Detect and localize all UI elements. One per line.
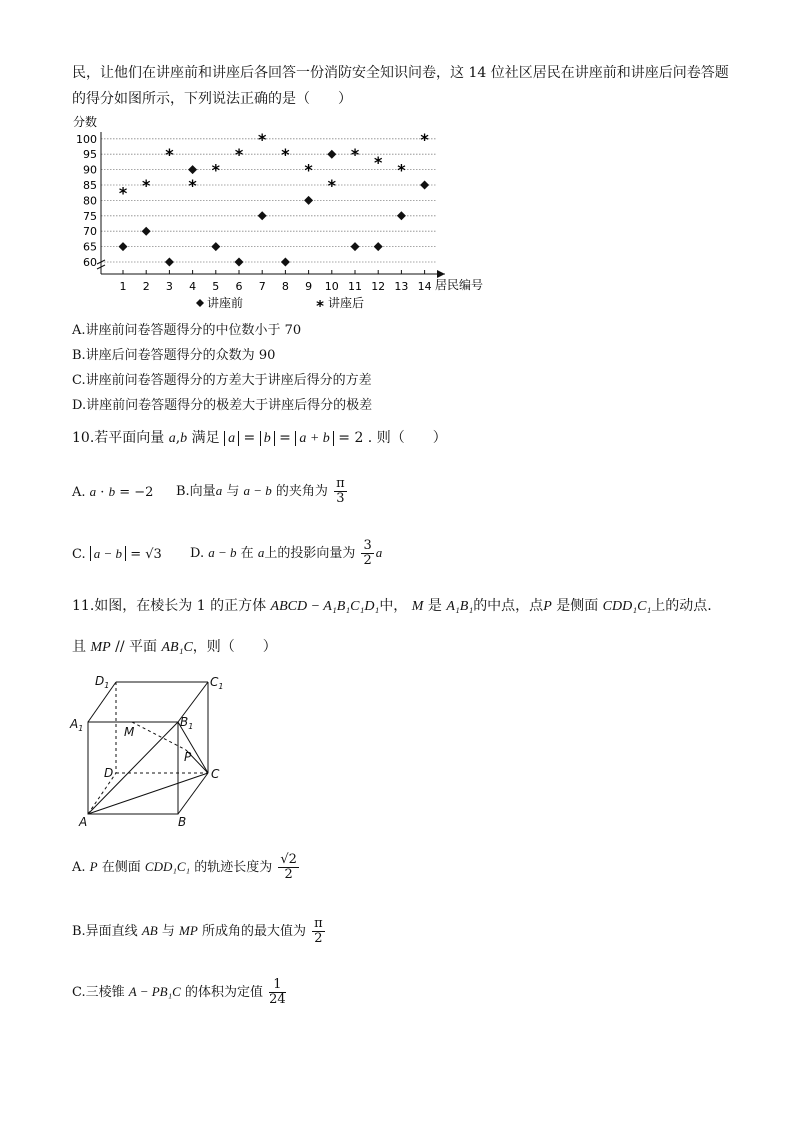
point-after-lecture: * bbox=[258, 129, 267, 149]
x-tick-label: 7 bbox=[258, 280, 266, 293]
svg-text:D1: $D_1$ bbox=[95, 674, 110, 690]
point-before-lecture bbox=[235, 258, 244, 267]
y-tick-label: 60 bbox=[83, 256, 97, 269]
point-before-lecture bbox=[165, 258, 174, 267]
x-tick-label: 4 bbox=[189, 280, 197, 293]
point-after-lecture: * bbox=[374, 152, 383, 172]
y-tick-label: 90 bbox=[83, 163, 97, 177]
x-tick-label: 12 bbox=[371, 280, 386, 293]
point-after-lecture: * bbox=[281, 145, 290, 165]
q10-stem: 10.若平面向量 a,b 满足 a = b = a + b = 2 . 则（ ） bbox=[72, 430, 447, 446]
point-before-lecture bbox=[281, 258, 290, 267]
x-axis bbox=[97, 129, 445, 293]
point-before-lecture bbox=[211, 242, 220, 251]
point-before-lecture bbox=[142, 227, 151, 236]
point-before-lecture bbox=[420, 181, 429, 190]
y-axis-label: 分数 bbox=[73, 115, 98, 129]
point-after-lecture: * bbox=[420, 129, 429, 149]
q9-option-d: D.讲座前问卷答题得分的极差大于讲座后得分的极差 bbox=[72, 398, 373, 413]
x-tick-label: 9 bbox=[305, 280, 313, 293]
point-before-lecture bbox=[351, 242, 360, 251]
y-tick-labels bbox=[76, 133, 97, 269]
x-tick-label: 13 bbox=[394, 280, 409, 293]
q9-option-b: B.讲座后问卷答题得分的众数为 90 bbox=[72, 348, 276, 363]
y-tick-label: 80 bbox=[83, 194, 97, 208]
x-tick-label: 2 bbox=[142, 280, 150, 293]
point-before-lecture bbox=[304, 196, 313, 205]
svg-text:D: D bbox=[104, 766, 114, 780]
point-after-lecture: * bbox=[118, 183, 128, 203]
point-after-lecture: * bbox=[234, 145, 244, 165]
x-tick-label: 1 bbox=[119, 280, 127, 293]
point-after-lecture: * bbox=[327, 176, 336, 195]
legend-diamond-marker bbox=[196, 299, 204, 307]
point-before-lecture bbox=[188, 165, 197, 174]
intro-line-1: 民，让他们在讲座前和讲座后各回答一份消防安全知识问卷，这 14 位社区居民在讲座前和讲座后问卷答题 bbox=[72, 65, 729, 81]
point-after-lecture: * bbox=[304, 160, 313, 180]
svg-text:B: B bbox=[178, 815, 187, 829]
point-before-lecture bbox=[374, 242, 383, 251]
grid-lines bbox=[101, 139, 437, 262]
q11-option-b: B.异面直线 AB 与 MP 所成角的最大值为 $\frac{\pi}{2}$ bbox=[72, 916, 323, 946]
point-after-lecture: * bbox=[211, 160, 220, 180]
x-axis-arrow bbox=[437, 270, 445, 278]
svg-text:C1: $C_1$ bbox=[210, 675, 224, 691]
intro-line-2: 的得分如图所示，下列说法正确的是（ ） bbox=[72, 91, 352, 107]
y-tick-label: 100 bbox=[76, 132, 97, 146]
point-before-lecture bbox=[327, 150, 336, 159]
q11-stem-line-2: 且 MP // 平面 AB₁C，则（ ） bbox=[72, 639, 277, 655]
x-tick-label: 14 bbox=[417, 280, 432, 293]
x-tick-label: 3 bbox=[165, 280, 173, 293]
point-before-lecture bbox=[397, 211, 406, 220]
cube-figure bbox=[68, 668, 238, 838]
q9-option-c: C.讲座前问卷答题得分的方差大于讲座后得分的方差 bbox=[72, 373, 372, 388]
point-after-lecture: * bbox=[142, 176, 151, 195]
x-tick-label: 10 bbox=[324, 280, 339, 293]
data-marks bbox=[119, 130, 430, 267]
q11-stem-line-1: 11.如图，在棱长为 1 的正方体 ABCD − A₁B₁C₁D₁中， M 是 A₁B₁的中点，点P 是侧面 CDD₁C₁上的动点. bbox=[72, 598, 712, 614]
q10-option-a: A. a · b = −2 bbox=[72, 484, 154, 500]
legend-asterisk-marker: * bbox=[316, 297, 324, 315]
q10-option-c: C. a − b = √3 bbox=[72, 546, 162, 562]
point-before-lecture bbox=[258, 211, 267, 220]
legend-label-after: 讲座后 bbox=[328, 296, 365, 310]
svg-text:P: P bbox=[184, 750, 192, 764]
y-tick-label: 70 bbox=[83, 225, 97, 239]
svg-text:A1: $A_1$ bbox=[70, 717, 84, 733]
x-axis-label: 居民编号 bbox=[435, 278, 484, 292]
y-tick-label: 85 bbox=[83, 179, 97, 192]
point-after-lecture: * bbox=[397, 160, 406, 180]
y-tick-label: 95 bbox=[83, 148, 97, 162]
svg-text:M: M bbox=[124, 725, 135, 739]
point-after-lecture: * bbox=[188, 176, 197, 195]
svg-text:C: C bbox=[211, 767, 220, 781]
q11-option-c: C.三棱锥 A − PB₁C 的体积为定值 $\frac{1}{24}$ bbox=[72, 977, 286, 1007]
chart-legend bbox=[196, 295, 364, 315]
q11-option-a: A. P 在侧面 CDD₁C₁ 的轨迹长度为 $\frac{√2}{2}$ bbox=[72, 852, 297, 882]
q10-option-b: B.向量a 与 a − b 的夹角为 $\frac{\pi}{3}$ bbox=[176, 476, 345, 506]
legend-label-before: 讲座前 bbox=[207, 296, 244, 310]
x-tick-label: 11 bbox=[348, 280, 362, 293]
q9-option-a: A.讲座前问卷答题得分的中位数小于 70 bbox=[72, 323, 302, 338]
y-tick-label: 75 bbox=[83, 209, 97, 223]
point-before-lecture bbox=[119, 242, 128, 251]
x-tick-label: 6 bbox=[235, 280, 243, 293]
x-tick-label: 8 bbox=[281, 280, 289, 293]
score-scatter-chart bbox=[65, 112, 495, 317]
q10-option-d: D. a − b 在 a上的投影向量为 $\frac{3}{2}$ a bbox=[190, 538, 383, 568]
point-after-lecture: * bbox=[350, 145, 360, 165]
svg-text:A: A bbox=[79, 815, 88, 829]
point-after-lecture: * bbox=[165, 145, 174, 165]
x-tick-label: 5 bbox=[212, 280, 220, 293]
svg-text:B1: $B_1$ bbox=[180, 715, 194, 731]
y-tick-label: 65 bbox=[83, 240, 97, 254]
